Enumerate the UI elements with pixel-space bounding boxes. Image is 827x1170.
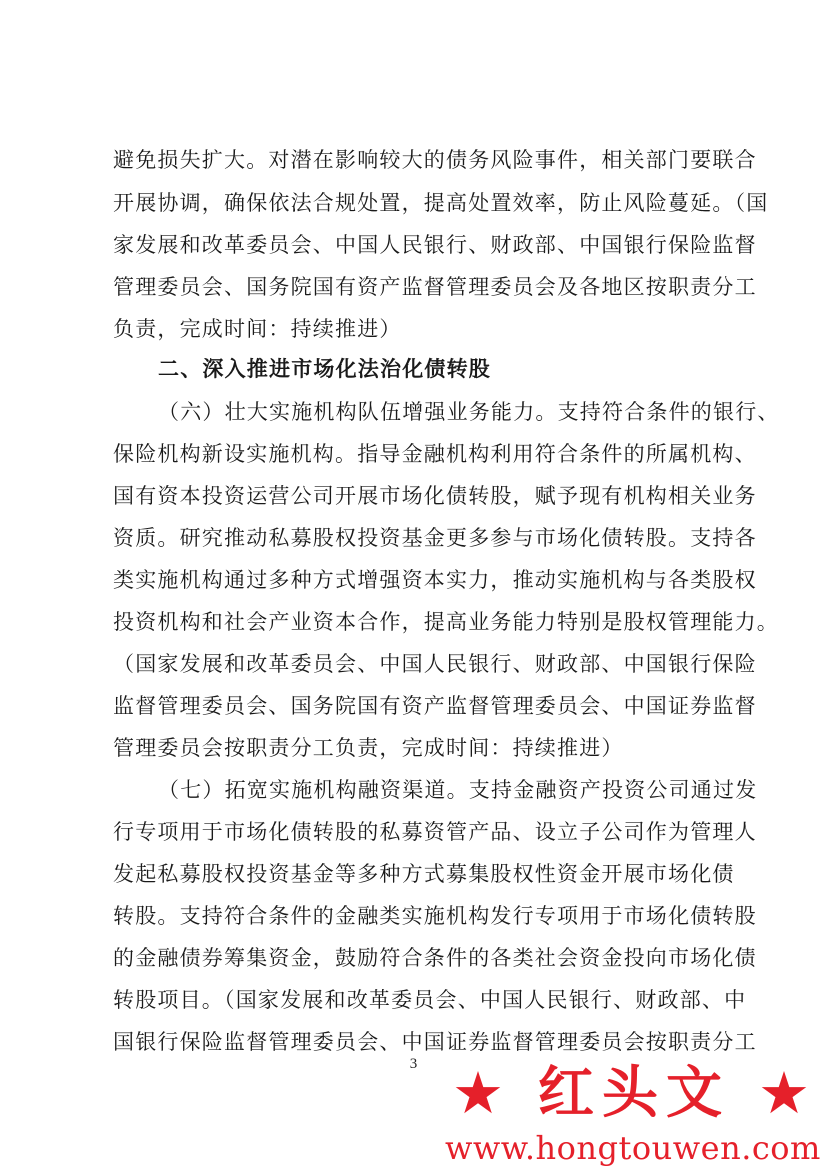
text-line: 资质。研究推动私募股权投资基金更多参与市场化债转股。支持各 bbox=[113, 526, 757, 550]
text-line: 管理委员会、国务院国有资产监督管理委员会及各地区按职责分工 bbox=[113, 275, 757, 299]
text-line: 转股。支持符合条件的金融类实施机构发行专项用于市场化债转股 bbox=[113, 904, 757, 928]
text-line: 国有资本投资运营公司开展市场化债转股，赋予现有机构相关业务 bbox=[113, 484, 757, 508]
page-number: 3 bbox=[409, 1056, 418, 1072]
text-line: 的金融债券筹集资金，鼓励符合条件的各类社会资金投向市场化债 bbox=[113, 946, 757, 970]
watermark bbox=[0, 1058, 827, 1170]
watermark-title: 红头文 bbox=[538, 1060, 730, 1126]
text-line: 负责，完成时间：持续推进） bbox=[113, 317, 402, 341]
text-line: 管理委员会按职责分工负责，完成时间：持续推进） bbox=[113, 736, 624, 760]
watermark-banner bbox=[440, 1058, 827, 1128]
text-line: 避免损失扩大。对潜在影响较大的债务风险事件，相关部门要联合 bbox=[113, 148, 757, 172]
paragraph-first-line: （六）壮大实施机构队伍增强业务能力。支持符合条件的银行、 bbox=[158, 400, 780, 424]
star-icon: ★ bbox=[452, 1059, 504, 1127]
paragraph-first-line: （七）拓宽实施机构融资渠道。支持金融资产投资公司通过发 bbox=[158, 778, 758, 802]
text-line: 发起私募股权投资基金等多种方式募集股权性资金开展市场化债 bbox=[113, 862, 735, 886]
text-line: （国家发展和改革委员会、中国人民银行、财政部、中国银行保险 bbox=[113, 652, 757, 676]
text-line: 投资机构和社会产业资本合作，提高业务能力特别是股权管理能力。 bbox=[113, 610, 779, 634]
section-heading: 二、深入推进市场化法治化债转股 bbox=[158, 357, 491, 381]
text-line: 保险机构新设实施机构。指导金融机构利用符合条件的所属机构、 bbox=[113, 442, 757, 466]
star-icon: ★ bbox=[758, 1059, 810, 1127]
watermark-url: www.hongtouwen.com bbox=[445, 1129, 821, 1167]
text-line: 开展协调，确保依法合规处置，提高处置效率，防止风险蔓延。（国 bbox=[113, 191, 769, 215]
text-line: 国银行保险监督管理委员会、中国证券监督管理委员会按职责分工 bbox=[113, 1030, 757, 1054]
text-line: 类实施机构通过多种方式增强资本实力，推动实施机构与各类股权 bbox=[113, 568, 757, 592]
text-line: 家发展和改革委员会、中国人民银行、财政部、中国银行保险监督 bbox=[113, 233, 757, 257]
text-line: 监督管理委员会、国务院国有资产监督管理委员会、中国证券监督 bbox=[113, 694, 757, 718]
text-line: 转股项目。（国家发展和改革委员会、中国人民银行、财政部、中 bbox=[113, 988, 747, 1012]
text-line: 行专项用于市场化债转股的私募资管产品、设立子公司作为管理人 bbox=[113, 820, 757, 844]
